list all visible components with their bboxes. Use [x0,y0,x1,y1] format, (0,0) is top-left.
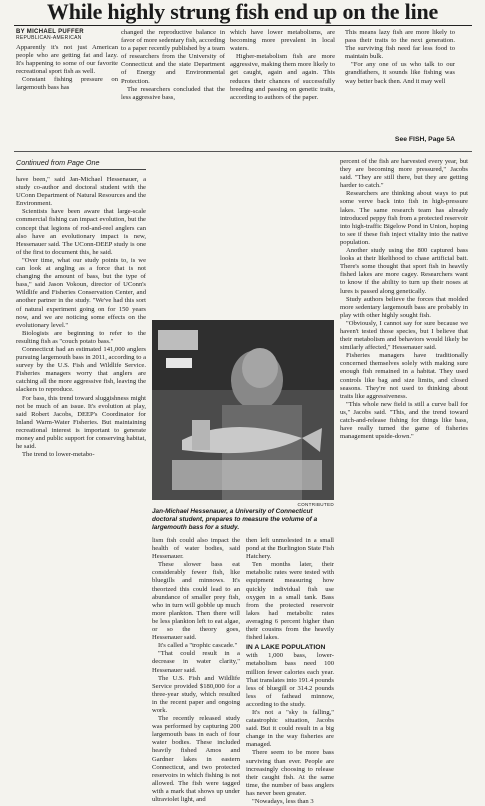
see-prefix: See [394,136,409,143]
paragraph: "Nowadays, less than 3 [252,798,314,805]
column-1 [16,176,146,635]
paragraph: The U.S. Fish and Wildlife Service provided $180,000 for a three-year study, which resulted in the recent paper and ongoing work. [152,674,240,714]
top-column-1 [16,44,118,146]
byline [16,29,120,41]
subhead: IN A LAKE POPULATION [246,644,326,652]
photo-credit: CONTRIBUTED [297,502,334,507]
top-column-2 [121,29,225,146]
paragraph: It's not a "sky is falling," catastrophic situation, Jacobs said. But it could result in a big change in the way fisheries are managed. [246,708,334,749]
column-3 [246,537,334,805]
headline: While highly strung fish end up on the line [46,0,439,24]
paragraph: Constant fishing pressure on largemouth bass has [16,76,118,92]
paragraph: "Obviously, I cannot say for sure because we haven't tested those species, but I believe that their metabolism and behaviors would likely be similarly affected," Hessenauer said. [340,319,468,352]
byline-org: REPUBLICAN-AMERICAN [16,35,82,41]
paragraph: lism fish could also impact the health of water bodies, said Hessenauer. [152,537,240,561]
paragraph: The researchers concluded that the less aggressive bass, [121,85,225,101]
byline-name: BY MICHAEL PUFFER [16,29,84,35]
see-fish-jump[interactable] [345,136,455,143]
top-column-4 [345,29,455,137]
paragraph: These slower bass eat considerably fewer fish, like bluegills and minnows. It's theorized this could lead to an abundance of smaller prey fish, who in turn will gobble up much more plankton. Then there will be less plankton left to eat algae, or so the theory goes, Hessenauer said. [152,561,240,642]
continued-label: Continued from Page One [16,158,100,167]
paragraph: There seem to be more bass surviving than ever. People are increasingly choosing to release their caught fish. At the same time, the number of bass anglers has never been greater. [246,749,334,797]
paragraph: Researchers are thinking about ways to put some verve back into fish in high-pressure lakes. The same research team has already introduced peppy fish from a protected reservoir into high-traffic Bigelow Pond in Union, hoping to see if these fish inject vitality into the native population. [340,190,468,246]
paragraph: Connecticut had an estimated 141,000 anglers pursuing largemouth bass in 2011, according to a survey by the U.S. Fish and Wildlife Service. Fisheries managers worry that anglers are catching all the more aggressive fish, leaving the slackers to reproduce. [16,345,146,394]
paragraph: "Over time, what our study points to, is we can look at angling as a force that is not changing the amount of bass, but the type of bass," said Jason Vokoun, director of UConn's Wildlife and Fisheries Conservation Center, and another partner in the study. "We've had this sort of natural experiment going on for 150 years now, and we are noticing some effects on the evolutionary level." [16,256,146,329]
paragraph: Scientists have been aware that large-scale commercial fishing can impact evolution, but the concept that legions of rod-and-reel anglers can also have an evolutionary impact is new, Hessenauer said. The UConn-DEEP study is one of the first to document this, he said. [16,208,146,256]
paragraph: with 1,000 bass, lower-metabolism bass need 100 million fewer calories each year. That translates into 191.4 pounds less of bluegill or 314.2 pounds less of fathead minnow, according to the study. [246,652,334,708]
photo-caption: Jan-Michael Hessenauer, a University of Connecticut doctoral student, prepares to measure the volume of a largemouth bass for a study. [152,508,318,531]
paragraph: changed the reproductive balance in favor of more sedentary fish, according to a paper recently published by a team of researchers from the University of Connecticut and the state Department of Energy and Environmental Protection. [121,29,225,85]
paragraph: Study authors believe the forces that molded more sedentary largemouth bass are probably in play with other highly sought fish. [340,295,468,319]
paragraph: It's called a "trophic cascade." [158,642,238,650]
photo-illustration [152,320,334,500]
paragraph: Apparently it's not just American people who are getting fat and lazy. It's happening to some of our favorite recreational sport fish as well. [16,44,118,76]
paragraph: have been," said Jan-Michael Hessenauer, a study co-author and doctoral student with the UConn Department of Natural Resources and the Environment. [16,176,147,208]
top-column-3 [230,29,335,146]
column-2 [152,537,240,803]
continued-rule [16,169,146,170]
paragraph: "That could result in a decrease in water clarity," Hessenauer said. [152,650,240,674]
study-photo [152,320,334,500]
column-4 [340,158,468,636]
paragraph: Another study using the 800 captured bass looks at their likelihood to chase artificial bait. There's some thought that sport fish in heavily fished lakes are more cagey. Researchers want to know if the ability to turn up their noses at lures is passed along genetically. [340,247,468,295]
headline-rule [14,25,472,26]
paragraph: Biologists are beginning to refer to the resulting fish as "couch potato bass." [16,329,146,345]
paragraph: percent of the fish are harvested every year, but they are becoming more pressured," Jacobs said. "They are still there, but they are getting harder to catch." [340,158,468,190]
paragraph: Fisheries managers have traditionally concerned themselves solely with making sure enough fish remained in a habitat. They used controls like bag and size limits, and closed seasons. They're not used to thinking about traits like aggressiveness. [340,352,468,400]
paragraph: "For any one of us who talk to our grandfathers, it sounds like fishing was way better back then. And it may well [345,61,455,85]
section-divider [14,151,472,152]
paragraph: Higher-metabolism fish are more aggressive, making them more likely to get caught, again and again. This reduces their chances of successfully breeding and passing on genetic traits, according to authors of the paper. [230,53,335,101]
paragraph: This means lazy fish are more likely to pass their traits to the next generation. The surviving fish need far less food to maintain bulk. [345,29,455,61]
paragraph: For bass, this trend toward sluggishness might not be much of an issue. It's evolution at play, said Robert Jacobs, DEEP's Coordinator for Inland Warm-Water Fisheries. But maintaining recreational interest is important to generate money and public support for conserving habitat, he said. [16,394,146,451]
paragraph: The trend to lower-metabo- [22,451,95,459]
paragraph: Ten months later, their metabolic rates were tested with equipment measuring how quickly individual fish use oxygen in a small tank. Bass from the protected reservoir lakes had metabolic rates averaging 6 percent higher than their cousins from the heavily fished lakes. [246,561,334,642]
paragraph: The recently released study was performed by capturing 200 largemouth bass in each of four water bodies. These included heavily fished Amos and Gardner lakes in eastern Connecticut, and two protected reservoirs in which fishing is not allowed. The fish were tagged with a mark that shows up under ultraviolet light, and [152,715,240,803]
see-target: FISH [408,136,425,143]
paragraph: which have lower metabolisms, are becoming more prevalent in local waters. [230,29,335,53]
paragraph: then left unmolested in a small pond at the Burlington State Fish Hatchery. [246,537,334,561]
see-page: , Page 5A [424,136,455,143]
paragraph: "This whole new field is still a curve ball for us," Jacobs said. "This, and the trend toward catch-and-release fishing for things like bass, have really turned the game of fisheries management upside-down." [340,400,468,441]
